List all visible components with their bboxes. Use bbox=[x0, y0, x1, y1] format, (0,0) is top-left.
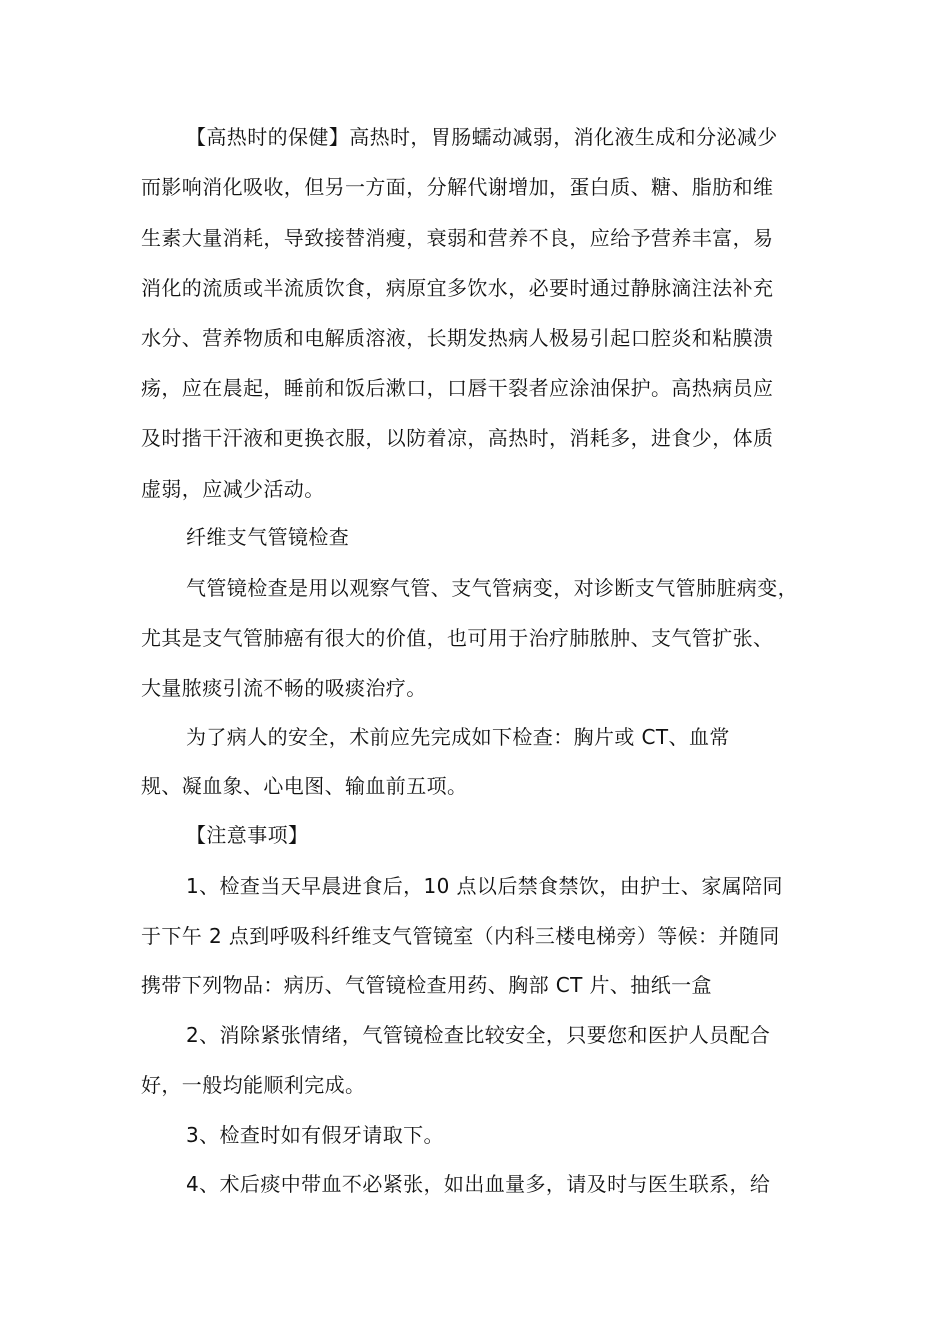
section-heading: 纤维支气管镜检查 bbox=[186, 525, 350, 549]
list-item-line: 3、检查时如有假牙请取下。 bbox=[186, 1123, 444, 1147]
paragraph-line: 大量脓痰引流不畅的吸痰治疗。 bbox=[141, 676, 427, 700]
paragraph-line: 消化的流质或半流质饮食，病原宜多饮水，必要时通过静脉滴注法补充 bbox=[141, 276, 774, 300]
paragraph-line: 【高热时的保健】高热时，胃肠蠕动减弱，消化液生成和分泌减少 bbox=[186, 125, 778, 149]
section-heading: 【注意事项】 bbox=[186, 823, 309, 847]
paragraph-line: 水分、营养物质和电解质溶液，长期发热病人极易引起口腔炎和粘膜溃 bbox=[141, 326, 774, 350]
list-item-line: 2、消除紧张情绪，气管镜检查比较安全，只要您和医护人员配合 bbox=[186, 1023, 771, 1047]
paragraph-line: 及时揩干汗液和更换衣服，以防着凉，高热时，消耗多，进食少，体质 bbox=[141, 426, 774, 450]
list-item-line: 1、检查当天早晨进食后，10 点以后禁食禁饮，由护士、家属陪同 bbox=[186, 874, 783, 898]
paragraph-line: 疡，应在晨起，睡前和饭后漱口，口唇干裂者应涂油保护。高热病员应 bbox=[141, 376, 774, 400]
paragraph-line: 生素大量消耗，导致接替消瘦，衰弱和营养不良，应给予营养丰富，易 bbox=[141, 226, 774, 250]
list-item-line: 4、术后痰中带血不必紧张，如出血量多，请及时与医生联系，给 bbox=[186, 1172, 771, 1196]
paragraph-line: 气管镜检查是用以观察气管、支气管病变，对诊断支气管肺脏病变， bbox=[186, 576, 798, 600]
paragraph-line: 虚弱，应减少活动。 bbox=[141, 477, 325, 501]
paragraph-line: 为了病人的安全，术前应先完成如下检查：胸片或 CT、血常 bbox=[186, 725, 730, 749]
paragraph-line: 尤其是支气管肺癌有很大的价值，也可用于治疗肺脓肿、支气管扩张、 bbox=[141, 626, 774, 650]
list-item-line: 于下午 2 点到呼吸科纤维支气管镜室（内科三楼电梯旁）等候：并随同 bbox=[141, 924, 780, 948]
list-item-line: 携带下列物品：病历、气管镜检查用药、胸部 CT 片、抽纸一盒 bbox=[141, 973, 712, 997]
paragraph-line: 规、凝血象、心电图、输血前五项。 bbox=[141, 774, 468, 798]
list-item-line: 好，一般均能顺利完成。 bbox=[141, 1073, 366, 1097]
paragraph-line: 而影响消化吸收，但另一方面，分解代谢增加，蛋白质、糖、脂肪和维 bbox=[141, 175, 774, 199]
